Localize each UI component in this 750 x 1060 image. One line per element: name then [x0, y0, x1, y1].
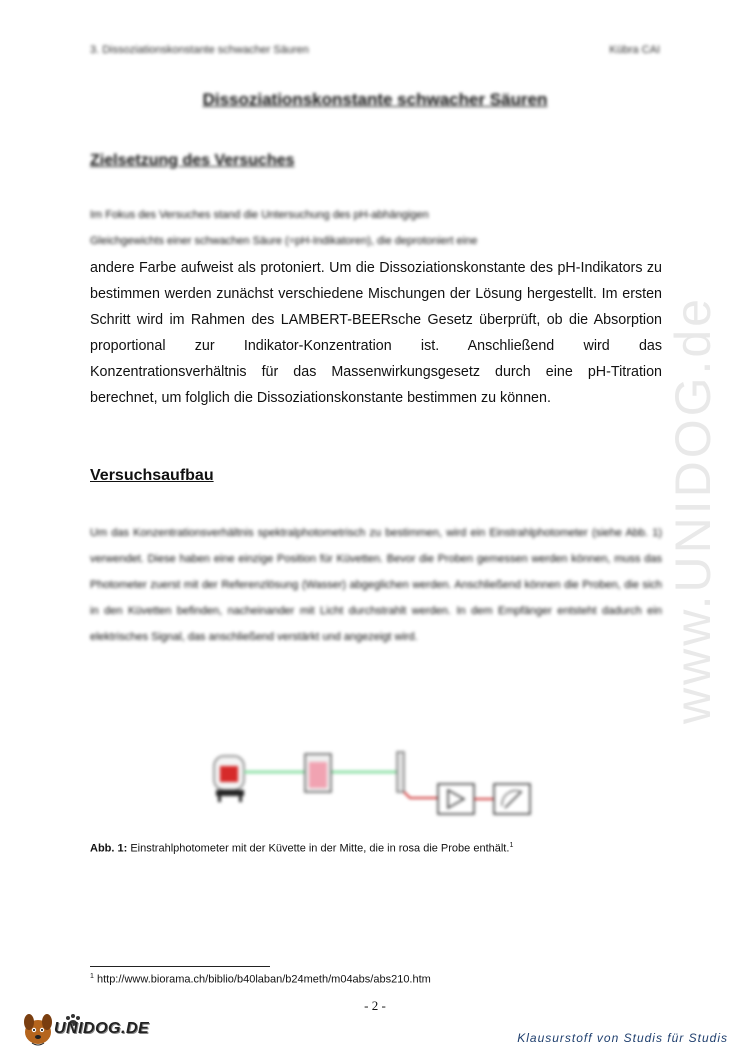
blurred-paragraph-top — [90, 202, 662, 254]
blurred-line-2: Gleichgewichts einer schwachen Säure (=pH-Indikatoren), die deprotoniert eine — [90, 235, 478, 247]
section-heading-zielsetzung: Zielsetzung des Versuches — [90, 152, 295, 169]
photometer-figure — [210, 748, 540, 816]
footnote — [90, 973, 431, 986]
dog-icon — [24, 1014, 52, 1045]
page-title: Dissoziationskonstante schwacher Säuren — [202, 90, 548, 109]
section-heading-versuchsaufbau: Versuchsaufbau — [90, 467, 214, 484]
detector-icon — [397, 752, 404, 792]
slogan: Klausurstoff von Studis für Studis — [517, 1031, 728, 1045]
signal-wire — [404, 792, 438, 798]
header-left: 3. Dissoziationskonstante schwacher Säuren — [90, 44, 309, 56]
header-right: Kübra CAI — [609, 44, 660, 56]
logo-text: UNIDOG.DE — [54, 1020, 150, 1037]
cuvette-icon — [305, 754, 331, 792]
lamp-icon — [214, 756, 244, 802]
paragraph-zielsetzung: andere Farbe aufweist als protoniert. Um die Dissoziationskonstante des pH-Indikators zu bestimmen werden zunächst verschiedene Mischungen der Lösung hergestellt. Im ersten Schritt wird im Rahmen des LAMBERT-BEERsche Gesetz überprüft, ob die Absorption proportional zur Indikator-Konzentration ist. Anschließend wird das Konzentrationsverhältnis für das Massenwirkungsgesetz durch eine pH-Titration berechnet, um folglich die Dissoziationskonstante bestimmen zu können. — [90, 260, 662, 406]
caption-text: Einstrahlphotometer mit der Küvette in der Mitte, die in rosa die Probe enthält. — [127, 842, 510, 855]
footnote-number: 1 — [90, 973, 94, 980]
figure-caption — [90, 842, 513, 855]
watermark: www.UNIDOG.de — [665, 296, 721, 724]
amplifier-icon — [438, 784, 474, 814]
display-meter-icon — [494, 784, 530, 814]
page-number: - 2 - — [364, 998, 386, 1013]
paragraph-versuchsaufbau: Um das Konzentrationsverhältnis spektralphotometrisch zu bestimmen, wird ein Einstrahlphotometer (siehe Abb. 1) verwendet. Diese haben eine einzige Position für Küvetten. Bevor die Proben gemessen werden können, muss das Photometer zuerst mit der Referenzlösung (Wasser) abgeglichen werden. Anschließend können die Proben, die sich in den Küvetten befinden, nacheinander mit Licht durchstrahlt werden. In dem Empfänger entsteht dadurch ein elektrisches Signal, das anschließend verstärkt und angezeigt wird. — [90, 527, 662, 643]
blurred-line-1: Im Fokus des Versuches stand die Untersuchung des pH-abhängigen — [90, 209, 429, 221]
footnote-divider — [90, 966, 270, 967]
caption-label: Abb. 1: — [90, 842, 128, 855]
footnote-url[interactable]: http://www.biorama.ch/biblio/b40laban/b24meth/m04abs/abs210.htm — [93, 973, 431, 986]
caption-footnote-ref: 1 — [509, 842, 514, 849]
